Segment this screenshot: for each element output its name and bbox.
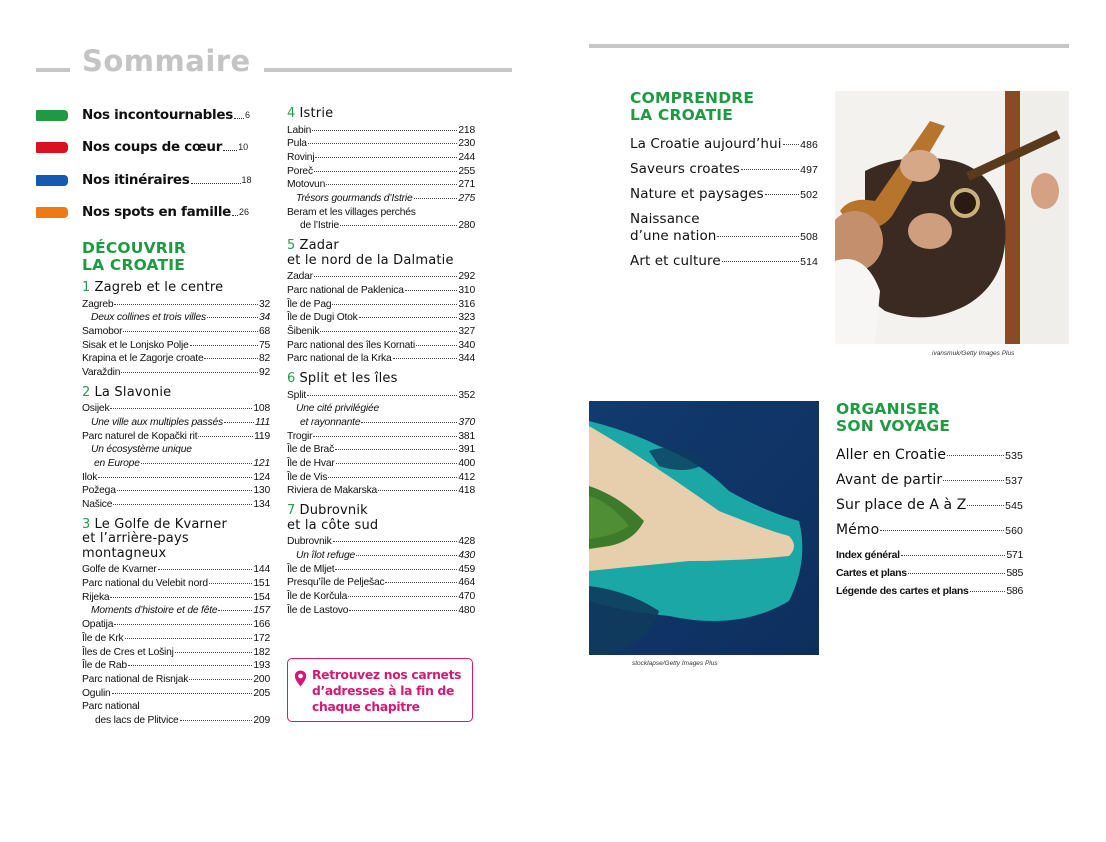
top-rule [589,44,1069,48]
toc-entry[interactable]: Split 352 [287,389,475,401]
orange-bar-icon [36,207,68,218]
toc-entry[interactable]: Šibenik 327 [287,325,475,337]
chapter-heading[interactable]: 2 La Slavonie [82,384,172,400]
toc-entry[interactable]: Île de Hvar 400 [287,458,475,470]
toc-entry[interactable]: Pula 230 [287,138,475,150]
toc-entry[interactable]: Krapina et le Zagorje croate 82 [82,353,270,365]
toc-entry[interactable]: Île de Mljet 459 [287,563,475,575]
toc-entry[interactable]: Île de Vis 412 [287,471,475,483]
toc-entry[interactable]: Rovinj 244 [287,151,475,163]
toc-entry[interactable]: Deux collines et trois villes 34 [91,312,270,324]
toc-entry[interactable]: Opatija 166 [82,619,270,631]
comprendre-list [630,136,818,278]
toc-entry[interactable]: Zadar 292 [287,271,475,283]
toc-entry-line1[interactable]: Naissance [630,211,700,227]
page-title: Sommaire [82,44,251,78]
address-notice-box [287,658,473,722]
toc-entry[interactable]: Ilok 124 [82,471,270,483]
toc-entry[interactable]: Parc naturel de Kopački rit 119 [82,430,270,442]
toc-entry[interactable]: Riviera de Makarska 418 [287,485,475,497]
musicians-illustration [835,91,1069,344]
toc-entry[interactable]: Samobor 68 [82,325,270,337]
toc-entry[interactable]: Légende des cartes et plans 586 [836,585,1023,597]
toc-entry-line1[interactable]: Un écosystème unique [91,444,192,456]
toc-entry[interactable]: Îles de Cres et Lošinj 182 [82,646,270,658]
toc-entry[interactable]: Ogulin 205 [82,687,270,699]
toc-entry[interactable]: Sisak et le Lonjsko Polje 75 [82,339,270,351]
photo-beach [589,401,819,655]
toc-entry[interactable]: Trogir 381 [287,430,475,442]
chapter-heading[interactable]: 6 Split et les îles [287,371,398,387]
toc-entry[interactable]: Parc national de Paklenica 310 [287,284,475,296]
toc-entry[interactable]: Golfe de Kvarner 144 [82,564,270,576]
chapter-heading[interactable]: 4 Istrie [287,106,334,121]
toc-entry[interactable]: Index général 571 [836,549,1023,561]
toc-entry[interactable]: Saveurs croates 497 [630,161,818,177]
map-pin-icon [294,670,307,687]
toc-entry-line1[interactable]: Parc national [82,701,140,713]
toc-entry[interactable]: Île de Pag 316 [287,298,475,310]
section-title-organiser: ORGANISER SON VOYAGE [836,400,951,435]
dot-leader [191,182,241,184]
section-title-decouvrir: DÉCOUVRIR LA CROATIE [82,239,187,274]
red-bar-icon [36,142,68,153]
chapter-heading[interactable]: 5 Zadar et le nord de la Dalmatie [287,238,454,268]
toc-entry[interactable]: Une ville aux multiples passés 111 [91,416,270,428]
chapter-heading[interactable]: 1 Zagreb et le centre [82,280,224,295]
blue-bar-icon [36,175,68,186]
photo-musicians [835,91,1069,344]
toc-entry[interactable]: Labin 218 [287,124,475,136]
toc-entry[interactable]: des lacs de Plitvice 209 [95,715,270,727]
toc-entry[interactable]: Un îlot refuge 430 [296,549,475,561]
toc-entry[interactable]: Požega 130 [82,485,270,497]
toc-entry-line1[interactable]: Beram et les villages perchés [287,206,416,218]
toc-column-2 [287,103,475,617]
toc-entry[interactable]: et rayonnante 370 [300,416,475,428]
toc-entry[interactable]: Moments d’histoire et de fête 157 [91,605,270,617]
chapter-heading[interactable]: 7 Dubrovnik et la côte sud [287,503,379,533]
toc-entry[interactable]: Parc national du Velebit nord 151 [82,578,270,590]
feature-spots-en-famille[interactable]: Nos spots en famille 26 [36,203,476,221]
toc-entry[interactable]: Aller en Croatie 535 [836,447,1023,463]
green-bar-icon [36,110,68,121]
photo-credit-beach: stocklapse/Getty Images Plus [632,660,718,667]
toc-entry[interactable]: Trésors gourmands d’Istrie 275 [296,193,475,205]
title-rule-right [264,68,512,72]
toc-entry[interactable]: Parc national de la Krka 344 [287,353,475,365]
toc-entry[interactable]: Île de Brač 391 [287,444,475,456]
toc-entry[interactable]: Île de Krk 172 [82,632,270,644]
toc-entry[interactable]: Našice 134 [82,499,270,511]
toc-entry[interactable]: Osijek 108 [82,403,270,415]
feature-itineraires[interactable]: Nos itinéraires 18 [36,171,476,189]
feature-incontournables[interactable]: Nos incontournables 6 [36,106,476,124]
toc-entry[interactable]: en Europe 121 [94,458,270,470]
toc-entry[interactable]: Cartes et plans 585 [836,567,1023,579]
toc-entry[interactable]: Dubrovnik 428 [287,536,475,548]
toc-entry[interactable]: Motovun 271 [287,179,475,191]
beach-illustration [589,401,819,655]
toc-entry[interactable]: Rijeka 154 [82,591,270,603]
photo-credit-musicians: ivansmuk/Getty Images Plus [932,350,1015,357]
toc-column-1 [82,277,270,728]
toc-entry[interactable]: Île de Dugi Otok 323 [287,312,475,324]
toc-entry-line1[interactable]: Une cité privilégiée [296,403,379,415]
toc-entry[interactable]: Île de Korčula 470 [287,590,475,602]
toc-entry[interactable]: Parc national de Risnjak 200 [82,673,270,685]
section-title-comprendre: COMPRENDRE LA CROATIE [630,89,755,124]
toc-entry[interactable]: Avant de partir 537 [836,472,1023,488]
toc-entry[interactable]: Île de Lastovo 480 [287,604,475,616]
dot-leader [234,117,244,119]
toc-entry[interactable]: Poreč 255 [287,165,475,177]
dot-leader [223,149,237,151]
toc-entry[interactable]: Sur place de A à Z 545 [836,497,1023,513]
toc-entry[interactable]: Île de Rab 193 [82,660,270,672]
organiser-list [836,447,1023,603]
toc-entry[interactable]: Parc national des îles Kornati 340 [287,339,475,351]
toc-entry[interactable]: de l’Istrie 280 [300,220,475,232]
dot-leader [232,214,238,216]
toc-entry[interactable]: Presqu’île de Pelješac 464 [287,577,475,589]
toc-entry[interactable]: Art et culture 514 [630,253,818,269]
toc-entry[interactable]: Zagreb 32 [82,298,270,310]
toc-entry[interactable]: La Croatie aujourd’hui 486 [630,136,818,152]
toc-entry[interactable]: Mémo 560 [836,522,1023,538]
feature-coups-de-coeur[interactable]: Nos coups de cœur 10 [36,138,476,156]
notice-text: Retrouvez nos carnets d’adresses à la fin de chaque chapitre [312,668,462,714]
title-rule-left [36,68,70,72]
chapter-heading[interactable]: 3 Le Golfe de Kvarner et l’arrière-pays montagneux [82,516,228,561]
toc-entry[interactable]: d’une nation 508 [630,228,818,244]
toc-entry[interactable]: Varaždin 92 [82,367,270,379]
toc-entry[interactable]: Nature et paysages 502 [630,186,818,202]
